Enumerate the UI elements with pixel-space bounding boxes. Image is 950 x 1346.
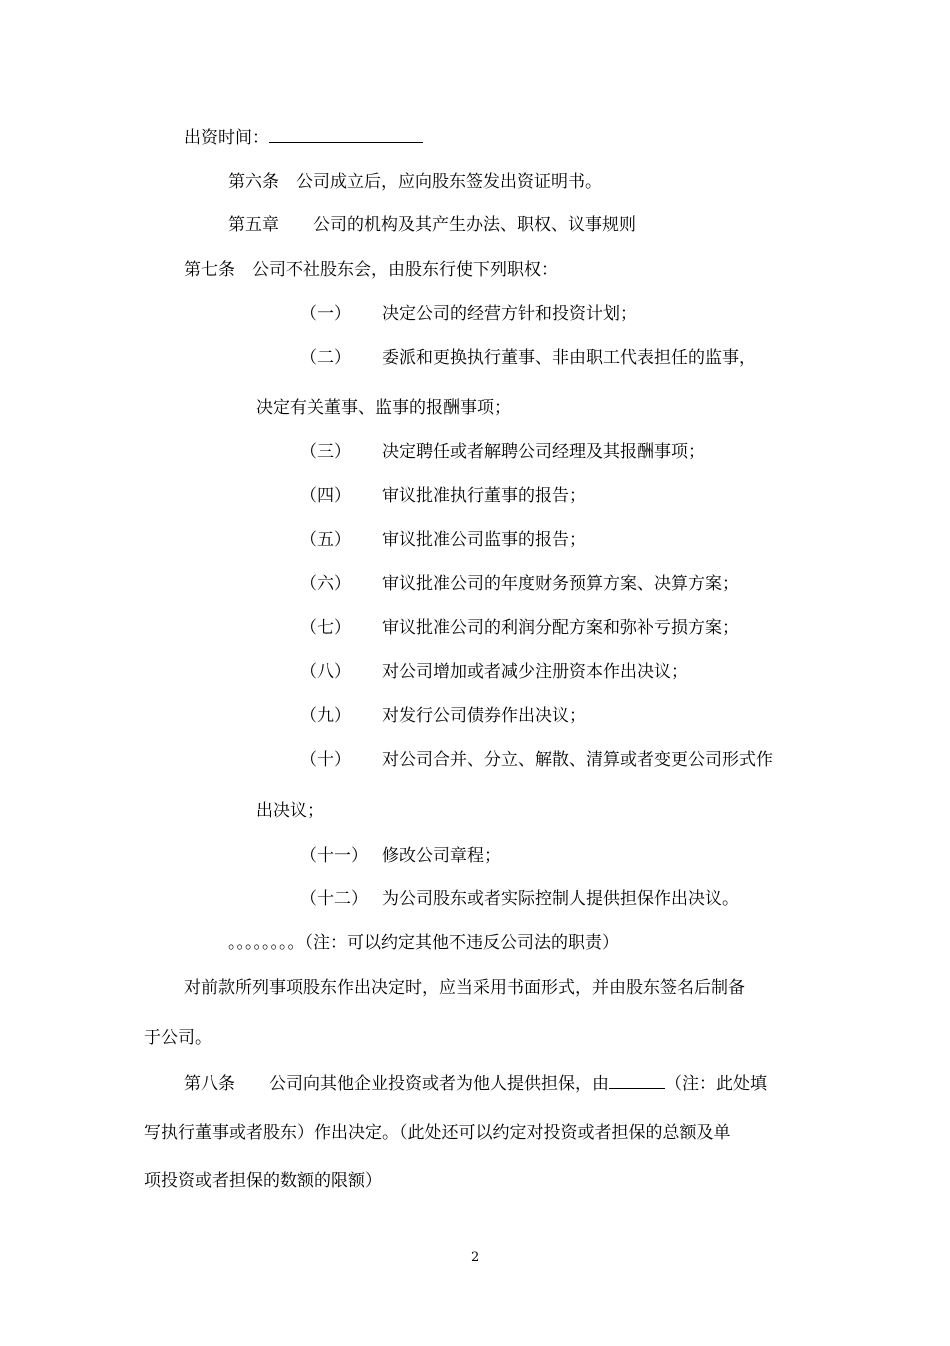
item-1-text: 决定公司的经营方针和投资计划； [382,304,637,324]
item-2-num: （二） [300,348,351,368]
item-5-text: 审议批准公司监事的报告； [382,530,586,550]
article-8 [184,1072,767,1095]
capital-time-label: 出资时间： [184,128,269,148]
article-6: 第六条 公司成立后，应向股东签发出资证明书。 [228,172,602,192]
article-8-line-2: 写执行董事或者股东）作出决定。（此处还可以约定对投资或者担保的总额及单 [144,1123,731,1143]
article-8-blank [609,1072,665,1089]
capital-time-blank [269,126,423,143]
paragraph-written-form: 对前款所列事项股东作出决定时，应当采用书面形式，并由股东签名后制备 [184,978,745,998]
item-6-num: （六） [300,574,351,594]
paragraph-written-form-cont: 于公司。 [144,1028,212,1048]
item-3-text: 决定聘任或者解聘公司经理及其报酬事项； [382,442,705,462]
item-8-text: 对公司增加或者减少注册资本作出决议； [382,662,688,682]
note-other-duties: 。。。。。。。。（注：可以约定其他不违反公司法的职责） [228,933,619,953]
article-7: 第七条 公司不社股东会，由股东行使下列职权： [184,260,558,280]
item-2-text: 委派和更换执行董事、非由职工代表担任的监事， [382,348,756,368]
item-4-num: （四） [300,486,351,506]
item-12-num: （十二） [300,889,368,909]
item-4-text: 审议批准执行董事的报告； [382,486,586,506]
item-9-num: （九） [300,706,351,726]
chapter-5-heading: 第五章 公司的机构及其产生办法、职权、议事规则 [228,215,636,235]
page-number: 2 [471,1250,480,1265]
item-9-text: 对发行公司债券作出决议； [382,706,586,726]
item-6-text: 审议批准公司的年度财务预算方案、决算方案； [382,574,739,594]
item-5-num: （五） [300,530,351,550]
item-7-text: 审议批准公司的利润分配方案和弥补亏损方案； [382,618,739,638]
item-3-num: （三） [300,442,351,462]
item-2-continuation: 决定有关董事、监事的报酬事项； [256,398,511,418]
item-7-num: （七） [300,618,351,638]
item-11-num: （十一） [300,846,368,866]
item-1-num: （一） [300,304,351,324]
item-8-num: （八） [300,662,351,682]
item-11-text: 修改公司章程； [382,846,501,866]
item-10-num: （十） [300,750,351,770]
capital-time-line [184,126,423,149]
item-10-text: 对公司合并、分立、解散、清算或者变更公司形式作 [382,750,773,770]
article-8-post: （注：此处填 [665,1074,767,1094]
item-10-continuation: 出决议； [256,801,324,821]
article-8-pre: 第八条 公司向其他企业投资或者为他人提供担保，由 [184,1074,609,1094]
article-8-line-3: 项投资或者担保的数额的限额） [144,1171,382,1191]
item-12-text: 为公司股东或者实际控制人提供担保作出决议。 [382,889,739,909]
